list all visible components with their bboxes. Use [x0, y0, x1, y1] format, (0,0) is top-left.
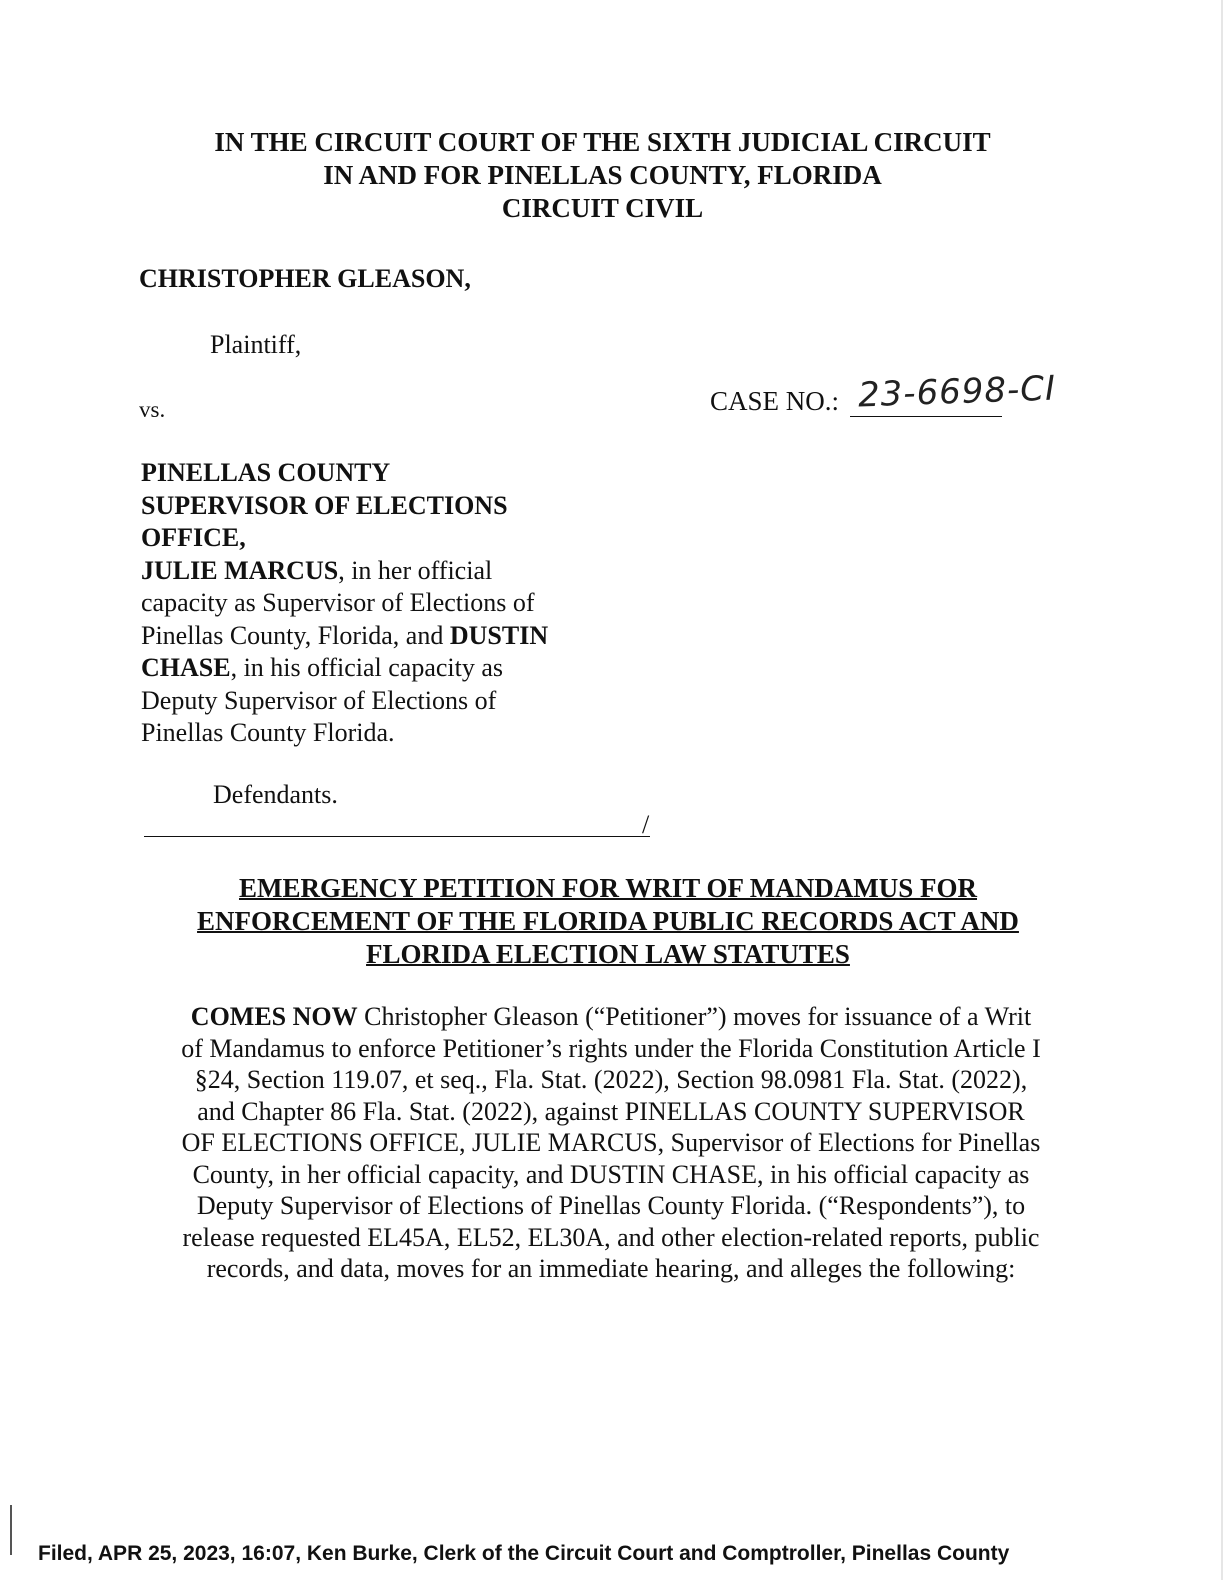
versus-label: vs. — [139, 397, 166, 422]
defendant-line-8: Deputy Supervisor of Elections of — [141, 685, 497, 715]
defendant-line-9: Pinellas County Florida. — [141, 718, 395, 747]
plaintiff-name: CHRISTOPHER GLEASON, — [139, 264, 471, 293]
case-number-label: CASE NO.: — [710, 386, 840, 416]
case-number-field — [710, 368, 1057, 417]
petition-body — [148, 1001, 1074, 1285]
petition-title — [0, 872, 1216, 971]
filing-stamp: Filed, APR 25, 2023, 16:07, Ken Burke, Clerk of the Circuit Court and Comptroller, Pinellas County — [38, 1542, 1010, 1565]
court-line-2: IN AND FOR PINELLAS COUNTY, FLORIDA — [323, 160, 882, 190]
body-line-3: §24, Section 119.07, et seq., Fla. Stat. (2022), Section 98.0981 Fla. Stat. (2022), — [194, 1065, 1028, 1094]
petition-title-line-1: EMERGENCY PETITION FOR WRIT OF MANDAMUS FOR — [238, 873, 978, 903]
caption-rule-slash: / — [642, 810, 650, 839]
defendant-chase-line — [141, 652, 591, 685]
defendants-block — [141, 457, 591, 750]
defendant-chase-first: DUSTIN — [449, 620, 549, 650]
court-line-3: CIRCUIT CIVIL — [501, 193, 704, 223]
defendant-marcus-name: JULIE MARCUS — [141, 555, 339, 585]
defendant-chase-text: , in his official capacity as — [230, 653, 504, 682]
scan-edge-mark — [10, 1505, 12, 1555]
defendant-line-6-text: Pinellas County, Florida, and — [141, 620, 450, 650]
body-line-7: Deputy Supervisor of Elections of Pinellas County Florida. (“Respondents”), to — [196, 1191, 1026, 1220]
body-line-8: release requested EL45A, EL52, EL30A, and other election-related reports, public — [182, 1222, 1040, 1252]
body-line-5: OF ELECTIONS OFFICE, JULIE MARCUS, Supervisor of Elections for Pinellas — [181, 1128, 1041, 1157]
defendant-office-line-1: PINELLAS COUNTY — [141, 458, 391, 487]
defendant-line-5: capacity as Supervisor of Elections of — [141, 588, 535, 617]
defendant-chase-last: CHASE — [141, 653, 231, 682]
defendants-role: Defendants. — [213, 780, 338, 809]
defendant-office-line-2: SUPERVISOR OF ELECTIONS — [141, 490, 508, 520]
defendant-marcus-text: , in her official — [338, 555, 493, 585]
plaintiff-role: Plaintiff, — [210, 330, 302, 359]
body-line-4: and Chapter 86 Fla. Stat. (2022), against PINELLAS COUNTY SUPERVISOR — [197, 1096, 1025, 1126]
body-lead: COMES NOW — [190, 1002, 358, 1031]
court-caption — [0, 126, 1205, 225]
petition-title-line-2: ENFORCEMENT OF THE FLORIDA PUBLIC RECORDS ACT AND — [197, 906, 1019, 936]
defendant-marcus-line — [141, 555, 591, 588]
court-line-1: IN THE CIRCUIT COURT OF THE SIXTH JUDICIAL CIRCUIT — [214, 127, 991, 157]
caption-rule — [144, 836, 650, 837]
case-number-handwritten: 23-6698-CI — [857, 368, 1057, 416]
defendant-line-6 — [141, 620, 591, 653]
body-line-2: of Mandamus to enforce Petitioner’s rights under the Florida Constitution Article I — [181, 1033, 1041, 1063]
defendant-office-line-3: OFFICE, — [141, 523, 246, 552]
body-line-1-rest: Christopher Gleason (“Petitioner”) moves for issuance of a Writ — [357, 1002, 1032, 1031]
body-line-6: County, in her official capacity, and DUSTIN CHASE, in his official capacity as — [192, 1159, 1030, 1189]
petition-title-line-3: FLORIDA ELECTION LAW STATUTES — [366, 939, 850, 969]
body-line-1 — [148, 1001, 1074, 1033]
body-line-9: records, and data, moves for an immediate hearing, and alleges the following: — [206, 1254, 1016, 1283]
case-number-line — [850, 368, 1057, 417]
